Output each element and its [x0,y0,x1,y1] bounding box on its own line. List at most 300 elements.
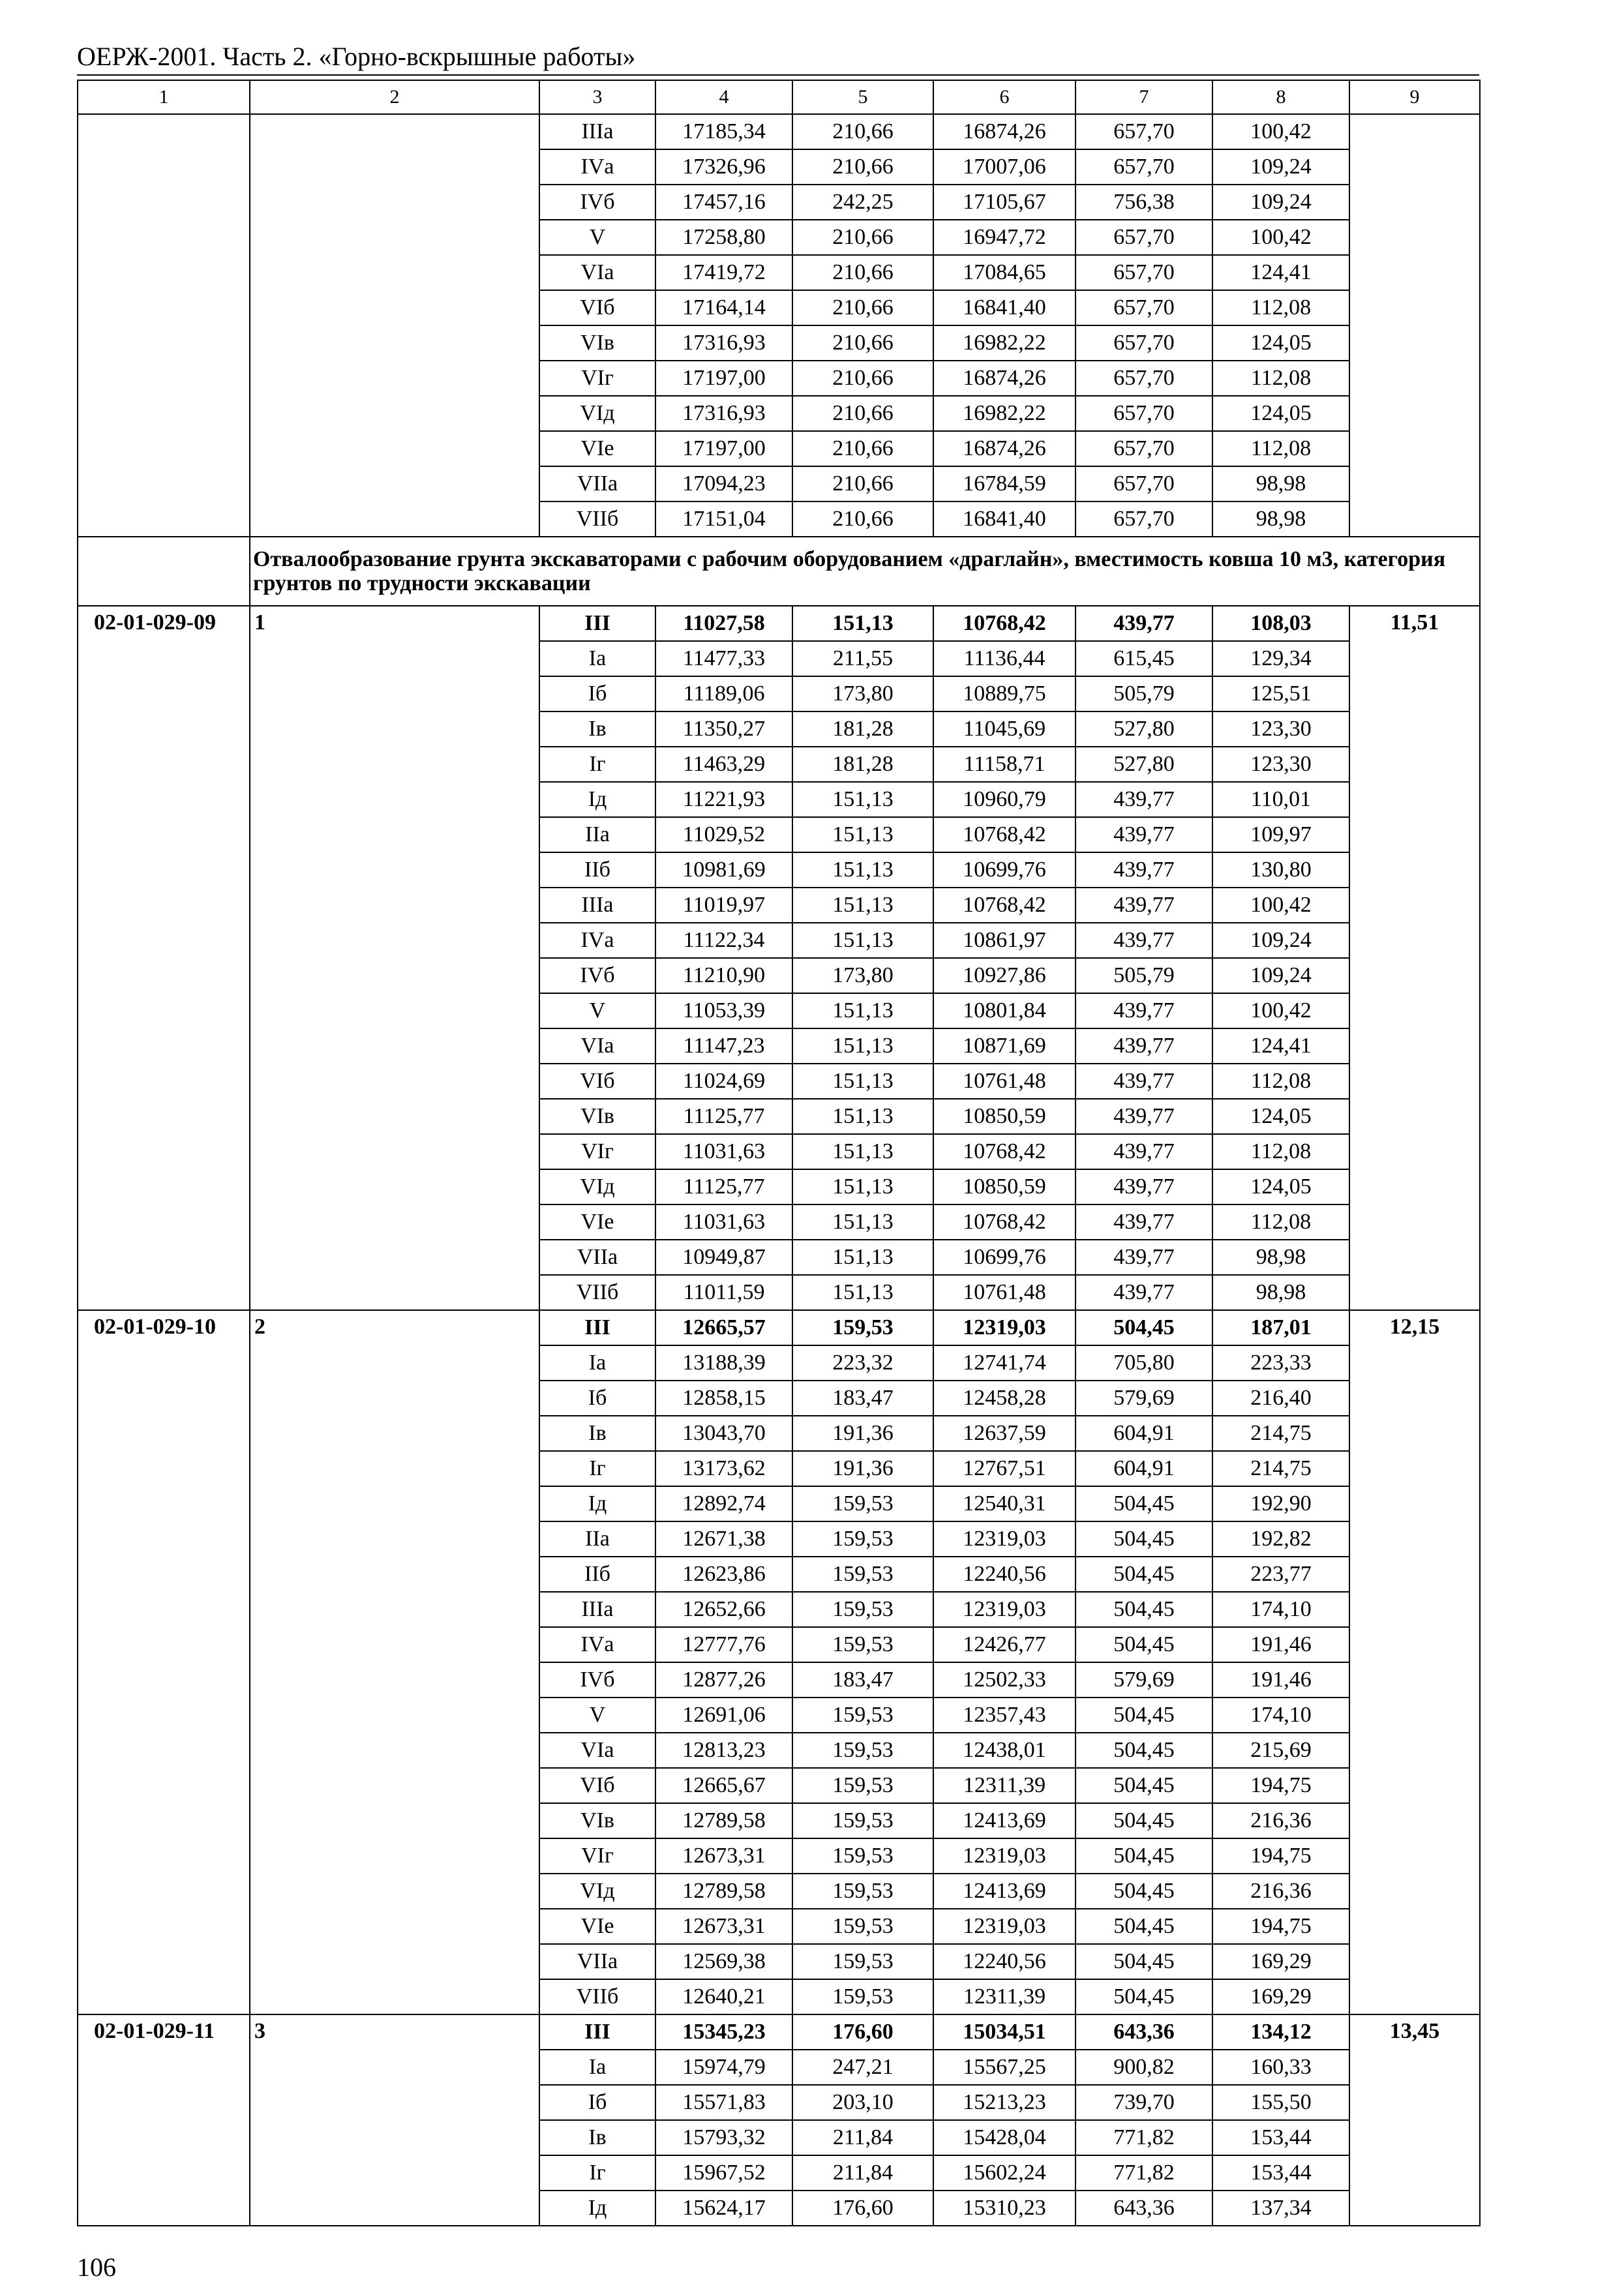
rate-number: 2 [250,1310,539,2014]
table-cell: 11031,63 [655,1134,792,1169]
table-cell: 192,90 [1212,1486,1349,1521]
table-cell: V [539,993,655,1028]
table-cell: 173,80 [792,958,933,993]
table-cell: 10699,76 [933,1240,1075,1275]
table-cell: IIIа [539,888,655,923]
table-cell: III [539,2014,655,2050]
table-cell: 10850,59 [933,1169,1075,1204]
table-cell: 124,05 [1212,396,1349,431]
table-cell: 15034,51 [933,2014,1075,2050]
table-cell: 756,38 [1075,185,1212,220]
table-cell: 17326,96 [655,149,792,185]
table-cell: 109,97 [1212,817,1349,852]
table-cell: 176,60 [792,2014,933,2050]
table-cell: 210,66 [792,396,933,431]
table-cell: 110,01 [1212,782,1349,817]
table-cell: IIа [539,1521,655,1557]
table-cell: V [539,1698,655,1733]
table-cell: 159,53 [792,1521,933,1557]
table-row [78,2014,1480,2050]
table-cell: 12311,39 [933,1979,1075,2014]
table-cell: VIв [539,1803,655,1838]
table-cell: 657,70 [1075,290,1212,325]
table-cell: 109,24 [1212,185,1349,220]
table-cell: 11210,90 [655,958,792,993]
table-cell: 504,45 [1075,1486,1212,1521]
table-cell: 12767,51 [933,1451,1075,1486]
table-cell: 10960,79 [933,782,1075,817]
table-cell: 12877,26 [655,1662,792,1698]
table-cell: 210,66 [792,431,933,466]
column-number: 8 [1212,80,1349,114]
table-cell: 439,77 [1075,888,1212,923]
table-cell: 137,34 [1212,2191,1349,2226]
table-cell: VIIа [539,466,655,501]
table-cell: 17197,00 [655,431,792,466]
table-cell: 16874,26 [933,114,1075,149]
table-cell: IIб [539,852,655,888]
table-cell: 12319,03 [933,1838,1075,1874]
table-cell: 504,45 [1075,1838,1212,1874]
table-cell: 183,47 [792,1662,933,1698]
table-cell: 504,45 [1075,1803,1212,1838]
table-cell: 210,66 [792,255,933,290]
table-cell: VIд [539,1874,655,1909]
table-cell: 12240,56 [933,1557,1075,1592]
table-cell: 11029,52 [655,817,792,852]
table-cell: Iд [539,2191,655,2226]
table-cell: 439,77 [1075,1275,1212,1310]
table-cell: 98,98 [1212,501,1349,537]
table-cell: 151,13 [792,1275,933,1310]
table-cell: VIе [539,1204,655,1240]
section-title: Отвалообразование грунта экскаваторами с рабочим оборудованием «драглайн», вместимость ковша 10 м3, категория грунтов по трудности экскавации [250,537,1480,606]
table-cell: 17185,34 [655,114,792,149]
table-cell: 191,36 [792,1451,933,1486]
table-cell: 124,41 [1212,1028,1349,1064]
table-cell: 12319,03 [933,1909,1075,1944]
table-cell: III [539,1310,655,1345]
table-cell: 12413,69 [933,1874,1075,1909]
table-cell: 505,79 [1075,676,1212,711]
table-cell: VIа [539,1028,655,1064]
table-cell: 169,29 [1212,1979,1349,2014]
table-cell: IVб [539,185,655,220]
table-cell: 439,77 [1075,993,1212,1028]
table-cell: 169,29 [1212,1944,1349,1979]
table-cell: VIд [539,1169,655,1204]
table-cell: 504,45 [1075,1909,1212,1944]
table-cell: 771,82 [1075,2155,1212,2191]
table-cell: 17007,06 [933,149,1075,185]
table-cell: 214,75 [1212,1451,1349,1486]
table-cell: 194,75 [1212,1909,1349,1944]
table-cell: 10768,42 [933,606,1075,641]
table-cell: Iа [539,1345,655,1381]
table-cell: Iг [539,747,655,782]
table-cell: 10761,48 [933,1064,1075,1099]
table-cell: IVб [539,958,655,993]
table-cell: 17094,23 [655,466,792,501]
table-cell: 210,66 [792,361,933,396]
table-cell: 15602,24 [933,2155,1075,2191]
column-number: 1 [78,80,250,114]
table-cell: 124,05 [1212,1099,1349,1134]
table-cell: IVа [539,149,655,185]
column-number: 3 [539,80,655,114]
table-cell: V [539,220,655,255]
table-cell: 13043,70 [655,1416,792,1451]
table-cell: 604,91 [1075,1451,1212,1486]
code-cell [78,537,250,606]
table-cell: 109,24 [1212,958,1349,993]
table-cell: 439,77 [1075,606,1212,641]
table-cell: 12813,23 [655,1733,792,1768]
table-cell: 211,84 [792,2155,933,2191]
table-cell: 16982,22 [933,396,1075,431]
table-cell: 10850,59 [933,1099,1075,1134]
table-cell: 151,13 [792,1028,933,1064]
table-cell: IVб [539,1662,655,1698]
table-cell: 11147,23 [655,1028,792,1064]
table-cell: 12673,31 [655,1838,792,1874]
table-cell: 210,66 [792,325,933,361]
table-cell: 112,08 [1212,1064,1349,1099]
table-cell: 12665,67 [655,1768,792,1803]
table-cell: 439,77 [1075,923,1212,958]
col9-value: 13,45 [1349,2014,1480,2226]
table-cell: 151,13 [792,888,933,923]
table-cell: 15428,04 [933,2120,1075,2155]
table-cell: VIг [539,1134,655,1169]
table-cell: 151,13 [792,1099,933,1134]
table-cell: 194,75 [1212,1768,1349,1803]
table-cell: 242,25 [792,185,933,220]
table-cell: Iг [539,1451,655,1486]
table-cell: 439,77 [1075,852,1212,888]
table-cell: III [539,606,655,641]
table-cell: 129,34 [1212,641,1349,676]
table-cell: 11053,39 [655,993,792,1028]
table-cell: VIв [539,325,655,361]
column-number: 6 [933,80,1075,114]
table-cell: Iа [539,2050,655,2085]
table-cell: VIе [539,1909,655,1944]
table-cell: 100,42 [1212,114,1349,149]
table-cell: VIг [539,1838,655,1874]
table-cell: 11221,93 [655,782,792,817]
table-cell: 11125,77 [655,1099,792,1134]
table-cell: 12438,01 [933,1733,1075,1768]
table-cell: 504,45 [1075,1627,1212,1662]
table-cell: 15967,52 [655,2155,792,2191]
table-cell: 210,66 [792,290,933,325]
table-cell: 10927,86 [933,958,1075,993]
table-cell: 215,69 [1212,1733,1349,1768]
table-cell: 16841,40 [933,290,1075,325]
table-cell: 153,44 [1212,2155,1349,2191]
table-cell: 15345,23 [655,2014,792,2050]
table-cell: 504,45 [1075,1592,1212,1627]
table-cell: 17316,93 [655,325,792,361]
table-cell: 12741,74 [933,1345,1075,1381]
table-cell: VIб [539,290,655,325]
table-cell: 159,53 [792,1627,933,1662]
table-cell: VIIб [539,501,655,537]
table-cell: 504,45 [1075,1874,1212,1909]
table-cell: 159,53 [792,1698,933,1733]
table-cell: 214,75 [1212,1416,1349,1451]
table-cell: 159,53 [792,1733,933,1768]
table-cell: 439,77 [1075,782,1212,817]
table-cell: 124,05 [1212,325,1349,361]
table-cell: 15213,23 [933,2085,1075,2120]
section-title-row [78,537,1480,606]
table-cell: 100,42 [1212,888,1349,923]
table-cell: 657,70 [1075,431,1212,466]
table-cell: 16841,40 [933,501,1075,537]
table-cell: 108,03 [1212,606,1349,641]
table-cell: 210,66 [792,149,933,185]
table-cell: 112,08 [1212,1134,1349,1169]
table-cell: 12665,57 [655,1310,792,1345]
table-cell: 527,80 [1075,747,1212,782]
table-cell: 439,77 [1075,1240,1212,1275]
table-cell: 216,36 [1212,1803,1349,1838]
table-cell: IIа [539,817,655,852]
table-cell: 13173,62 [655,1451,792,1486]
table-cell: VIа [539,1733,655,1768]
rate-code: 02-01-029-11 [78,2014,250,2226]
table-cell: 151,13 [792,923,933,958]
table-cell: 17105,67 [933,185,1075,220]
table-cell: 12319,03 [933,1521,1075,1557]
table-cell: 900,82 [1075,2050,1212,2085]
table-cell: 12240,56 [933,1944,1075,1979]
table-cell: 12413,69 [933,1803,1075,1838]
table-cell: VIIб [539,1979,655,2014]
table-cell: 210,66 [792,220,933,255]
table-cell: 15974,79 [655,2050,792,2085]
table-cell: 181,28 [792,747,933,782]
table-cell: 657,70 [1075,220,1212,255]
table-cell: 17419,72 [655,255,792,290]
table-cell: 12640,21 [655,1979,792,2014]
table-cell: 153,44 [1212,2120,1349,2155]
table-cell: 10949,87 [655,1240,792,1275]
table-cell: 11463,29 [655,747,792,782]
table-cell: 10768,42 [933,1204,1075,1240]
table-cell: 17164,14 [655,290,792,325]
table-cell: 159,53 [792,1909,933,1944]
table-cell: 191,46 [1212,1627,1349,1662]
table-cell: 159,53 [792,1979,933,2014]
table-cell: 134,12 [1212,2014,1349,2050]
table-cell: 504,45 [1075,1979,1212,2014]
table-cell: VIг [539,361,655,396]
table-cell: 183,47 [792,1381,933,1416]
table-cell: 504,45 [1075,1768,1212,1803]
table-cell: 11189,06 [655,676,792,711]
table-cell: 11024,69 [655,1064,792,1099]
table-cell: 15567,25 [933,2050,1075,2085]
table-cell: VIб [539,1064,655,1099]
table-cell: 17258,80 [655,220,792,255]
table-cell: 194,75 [1212,1838,1349,1874]
table-cell: 151,13 [792,993,933,1028]
table-cell: 11158,71 [933,747,1075,782]
table-cell: 159,53 [792,1944,933,1979]
table-cell: VIIб [539,1275,655,1310]
table-cell: Iд [539,782,655,817]
table-cell: 579,69 [1075,1662,1212,1698]
table-cell: Iа [539,641,655,676]
table-cell: 10768,42 [933,817,1075,852]
table-cell: 125,51 [1212,676,1349,711]
table-cell: 98,98 [1212,1240,1349,1275]
table-cell: 12789,58 [655,1874,792,1909]
table-cell: 17316,93 [655,396,792,431]
table-cell: 11477,33 [655,641,792,676]
table-cell: 12652,66 [655,1592,792,1627]
table-cell: 657,70 [1075,361,1212,396]
table-cell: 151,13 [792,852,933,888]
table-cell: 439,77 [1075,817,1212,852]
table-cell: IVа [539,1627,655,1662]
table-cell: 17084,65 [933,255,1075,290]
column-number-row [78,80,1480,114]
table-cell: 151,13 [792,1204,933,1240]
table-cell: 643,36 [1075,2191,1212,2226]
table-cell: 504,45 [1075,1944,1212,1979]
table-cell: 657,70 [1075,466,1212,501]
table-cell: 12540,31 [933,1486,1075,1521]
table-cell: Iб [539,1381,655,1416]
table-cell: 155,50 [1212,2085,1349,2120]
table-cell: 657,70 [1075,501,1212,537]
rate-number: 3 [250,2014,539,2226]
table-cell: 12691,06 [655,1698,792,1733]
table-cell: 10889,75 [933,676,1075,711]
table-cell: 151,13 [792,817,933,852]
table-cell: 11019,97 [655,888,792,923]
table-cell: 12319,03 [933,1592,1075,1627]
table-cell: 12311,39 [933,1768,1075,1803]
table-cell: 17151,04 [655,501,792,537]
table-cell: 151,13 [792,1064,933,1099]
table-cell: 181,28 [792,711,933,747]
table-cell: 159,53 [792,1874,933,1909]
table-cell: 173,80 [792,676,933,711]
table-cell: 223,33 [1212,1345,1349,1381]
table-cell: IIIа [539,1592,655,1627]
table-cell: 151,13 [792,1134,933,1169]
table-cell: 12569,38 [655,1944,792,1979]
table-cell: 10768,42 [933,888,1075,923]
table-cell: 112,08 [1212,431,1349,466]
column-number: 5 [792,80,933,114]
table-cell: 771,82 [1075,2120,1212,2155]
column-number: 9 [1349,80,1480,114]
table-cell: Iг [539,2155,655,2191]
table-cell: 12458,28 [933,1381,1075,1416]
table-cell: 210,66 [792,466,933,501]
table-cell: 12789,58 [655,1803,792,1838]
table-cell: 439,77 [1075,1028,1212,1064]
table-cell: 16874,26 [933,431,1075,466]
table-cell: 159,53 [792,1486,933,1521]
table-cell: 15624,17 [655,2191,792,2226]
page-header: ОЕРЖ-2001. Часть 2. «Горно-вскрышные работы» [77,42,636,71]
table-cell: 211,55 [792,641,933,676]
table-cell: 151,13 [792,782,933,817]
table-cell: 705,80 [1075,1345,1212,1381]
table-cell: 604,91 [1075,1416,1212,1451]
name-cell [250,114,539,537]
table-cell: 12673,31 [655,1909,792,1944]
table-cell: 100,42 [1212,993,1349,1028]
table-cell: 112,08 [1212,1204,1349,1240]
table-cell: 12777,76 [655,1627,792,1662]
table-cell: 203,10 [792,2085,933,2120]
table-cell: IVа [539,923,655,958]
table-cell: 13188,39 [655,1345,792,1381]
table-cell: 504,45 [1075,1733,1212,1768]
table-cell: 615,45 [1075,641,1212,676]
table-cell: 123,30 [1212,747,1349,782]
table-cell: 10761,48 [933,1275,1075,1310]
table-cell: 10768,42 [933,1134,1075,1169]
table-cell: 159,53 [792,1803,933,1838]
table-cell: 579,69 [1075,1381,1212,1416]
table-cell: 504,45 [1075,1521,1212,1557]
table-cell: 191,46 [1212,1662,1349,1698]
table-cell: 657,70 [1075,114,1212,149]
table-cell: 123,30 [1212,711,1349,747]
table-cell: 160,33 [1212,2050,1349,2085]
table-cell: 98,98 [1212,1275,1349,1310]
col9-cell [1349,114,1480,537]
table-cell: 10861,97 [933,923,1075,958]
table-cell: 504,45 [1075,1310,1212,1345]
column-number: 2 [250,80,539,114]
column-number: 4 [655,80,792,114]
table-cell: 151,13 [792,1240,933,1275]
table-cell: 15571,83 [655,2085,792,2120]
table-cell: 439,77 [1075,1099,1212,1134]
table-cell: 124,05 [1212,1169,1349,1204]
table-cell: 216,40 [1212,1381,1349,1416]
table-cell: 130,80 [1212,852,1349,888]
table-row [78,1310,1480,1345]
table-cell: 174,10 [1212,1698,1349,1733]
table-cell: 15793,32 [655,2120,792,2155]
table-cell: 504,45 [1075,1557,1212,1592]
table-cell: 657,70 [1075,255,1212,290]
col9-value: 11,51 [1349,606,1480,1310]
table-cell: VIIа [539,1240,655,1275]
table-cell: 10699,76 [933,852,1075,888]
table-cell: 11027,58 [655,606,792,641]
table-cell: 223,32 [792,1345,933,1381]
table-cell: 439,77 [1075,1204,1212,1240]
table-cell: Iв [539,2120,655,2155]
table-cell: 439,77 [1075,1134,1212,1169]
table-cell: 739,70 [1075,2085,1212,2120]
table-cell: 112,08 [1212,361,1349,396]
table-cell: 174,10 [1212,1592,1349,1627]
table-cell: 187,01 [1212,1310,1349,1345]
